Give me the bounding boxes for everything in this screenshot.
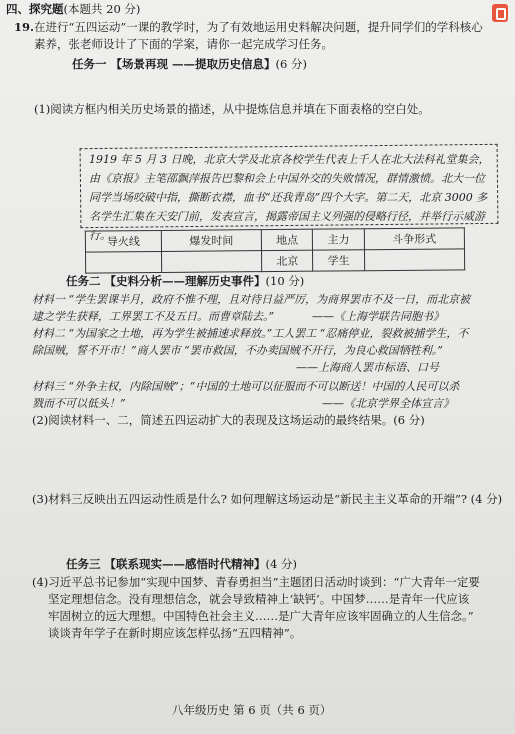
question-4-line-3: 牢固树立的远大理想。中国特色社会主义……是广大青年应该牢固确立的人生信念。” (48, 609, 474, 623)
material-2-line-1: 材料二 “为国家之土地，再为学生被捕速求释放。”工人罢工 “忍痛停业，裂救被捕学生，不 (32, 327, 469, 340)
task2-heading (66, 273, 304, 290)
table-cell: 北京 (262, 250, 313, 271)
table-cell-answer[interactable] (364, 249, 465, 271)
material-1-line-2: 逮之学生获释，工界罢工不及五日。而曹章陆去。” (32, 310, 275, 323)
question-2: (2)阅读材料一、二，简述五四运动扩大的表现及这场运动的最终结果。(6 分) (32, 413, 425, 427)
material-1-source: ——《上海学联告同胞书》 (312, 310, 444, 323)
material-1-line-1: 材料一 “学生罢课半月，政府不惟不理，且对待日益严厉，为商界罢市不及一日，而北京被 (32, 293, 471, 306)
task1-points: (6 分) (275, 57, 307, 71)
table-cell-answer[interactable] (86, 251, 162, 273)
section-points: (本题共 20 分) (63, 2, 141, 16)
question-4-line-2: 坚定理想信念。没有理想信念，就会导致精神上‘缺钙’。中国梦……是青年一代应该 (48, 592, 470, 606)
material-2-line-2: 除国贼，誓不开市！”商人罢市 “罢市救国，不办卖国贼不开行，为良心救国牺牲利。” (32, 344, 443, 357)
question-number: 19. (14, 20, 35, 34)
task1-heading (72, 56, 307, 73)
table-header-cell: 主力 (313, 229, 364, 250)
info-table (85, 227, 465, 273)
scene-description: 1919 年 5 月 3 日晚，北京大学及北京各校学生代表上千人在北大法科礼堂集会，由《京报》主笔邵飘萍报告巴黎和会上中国外交的失败情况，群情激愤。北大一位同学当场咬破中指，撕断衣襟，血书“还我青岛”四个大字。第二天，北京 3000 多名学生汇集在天安门前，发表宣言，揭露帝国主义列强的侵略行径，并举行示威游行。 (89, 153, 490, 242)
app-badge-icon[interactable] (492, 4, 508, 22)
question-4-line-4: 谈谈青年学子在新时期应该怎样弘扬“五四精神”。 (48, 626, 302, 640)
question-line-1 (14, 19, 483, 36)
table-header-cell: 导火线 (85, 230, 161, 252)
question-line-2: 素养，张老师设计了下面的学案，请你一起完成学习任务。 (34, 37, 333, 51)
table-header-cell: 爆发时间 (161, 230, 261, 252)
material-2-source: ——上海商人罢市标语、口号 (296, 361, 439, 374)
table-row (86, 249, 465, 273)
table-header-cell: 地点 (261, 229, 312, 250)
task2-points: (10 分) (265, 274, 305, 288)
question-3: (3)材料三反映出五四运动性质是什么? 如何理解这场运动是“新民主主义革命的开端”? (4 分) (32, 492, 503, 506)
question-text-1: 在进行“五四运动”一课的教学时，为了有效地运用史料解决问题，提升同学们的学科核心 (34, 20, 483, 34)
answer-area-2[interactable] (32, 432, 492, 492)
task1-title: 任务一 【场景再现 ——提取历史信息】 (72, 57, 276, 71)
table-cell-answer[interactable] (161, 251, 261, 273)
table-cell: 学生 (313, 250, 364, 271)
section-title (6, 1, 140, 18)
material-3-line-1: 材料三 “外争主权，内除国贼”；“中国的土地可以征服而不可以断送！中国的人民可以杀 (32, 380, 460, 393)
task3-points: (4 分) (265, 557, 297, 571)
task2-title: 任务二 【史料分析——理解历史事件】 (66, 274, 266, 288)
task3-heading (66, 556, 297, 573)
material-3-line-2: 戮而不可以低头！” (32, 397, 126, 410)
table-header-cell: 斗争形式 (364, 228, 465, 250)
question-4-line-1: (4)习近平总书记参加“实现中国梦、青春勇担当”主题团日活动时谈到：“广大青年一定要 (32, 575, 480, 589)
material-3-source: ——《北京学界全体宣言》 (322, 397, 454, 410)
task1-question-1: (1)阅读方框内相关历史场景的描述，从中提炼信息并填在下面表格的空白处。 (34, 102, 430, 116)
answer-area-4[interactable] (32, 646, 492, 696)
section-title-text: 四、探究题 (6, 2, 64, 16)
page-footer: 八年级历史 第 6 页（共 6 页） (172, 703, 332, 717)
task3-title: 任务三 【联系现实——感悟时代精神】 (66, 557, 266, 571)
